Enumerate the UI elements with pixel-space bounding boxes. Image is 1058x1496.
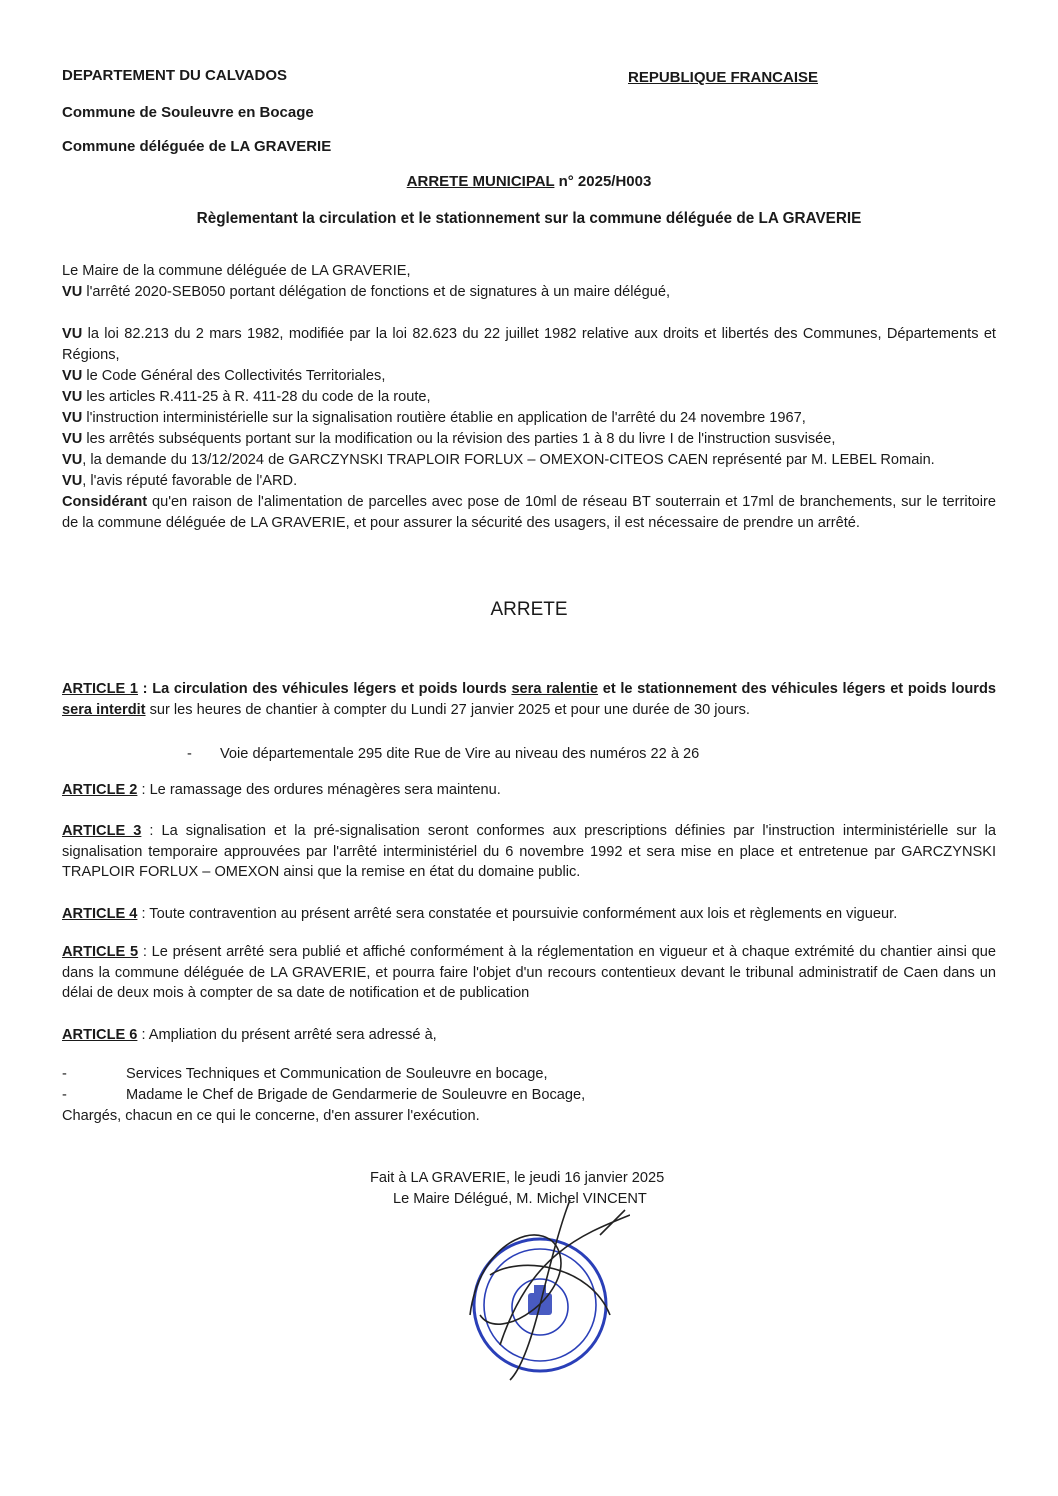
vu-label: VU — [62, 326, 83, 342]
preamble-vu-8 — [62, 471, 996, 492]
republique-heading: REPUBLIQUE FRANCAISE — [628, 69, 819, 86]
article-1-text: sur les heures de chantier à compter du Lundi 27 janvier 2025 et pour une durée de 30 jours. — [145, 701, 750, 718]
vu-text: , l'avis réputé favorable de l'ARD. — [82, 473, 298, 489]
article-label: ARTICLE 1 — [62, 681, 139, 697]
vu-text: la loi 82.213 du 2 mars 1982, modifiée par la loi 82.623 du 22 juillet 1982 relative aux droits et libertés des Communes, Départements et Régions, — [62, 326, 996, 363]
preamble-vu-4 — [62, 387, 996, 408]
article-label: ARTICLE 6 — [62, 1027, 138, 1043]
arrete-label: ARRETE MUNICIPAL — [406, 173, 555, 190]
preamble-vu-7 — [62, 450, 996, 471]
preamble-vu-5 — [62, 408, 996, 429]
article-label: ARTICLE 2 — [62, 782, 138, 798]
vu-label: VU — [62, 452, 83, 468]
arrete-title — [0, 172, 1058, 193]
article-1-emphasis-1: sera ralentie — [511, 681, 599, 697]
list-dash: - — [62, 1066, 67, 1082]
preamble-considerant — [62, 492, 996, 533]
article-label: ARTICLE 4 — [62, 906, 138, 922]
preamble-vu-1 — [62, 282, 996, 303]
article-1-bold-2: et le stationnement des véhicules légers et poids lourds — [598, 681, 996, 697]
vu-text: le Code Général des Collectivités Territoriales, — [82, 368, 386, 384]
vu-text: les arrêtés subséquents portant sur la modification ou la révision des parties 1 à 8 du livre I de l'instruction susvisée, — [82, 431, 836, 447]
article-3 — [62, 821, 996, 883]
vu-label: VU — [62, 368, 83, 384]
article-1 — [62, 679, 996, 720]
article-label: ARTICLE 5 — [62, 944, 139, 960]
list-dash: - — [62, 1087, 67, 1103]
article-2 — [62, 780, 996, 801]
article-1-emphasis-2: sera interdit — [62, 701, 146, 718]
vu-label: VU — [62, 284, 83, 300]
arrete-subtitle: Règlementant la circulation et le stationnement sur la commune déléguée de LA GRAVERIE — [196, 210, 862, 227]
considerant-label: Considérant — [62, 494, 148, 510]
signature-maire: Le Maire Délégué, M. Michel VINCENT — [393, 1191, 647, 1207]
article-5 — [62, 942, 996, 1004]
vu-text: l'instruction interministérielle sur la signalisation routière établie en application de l'arrêté du 24 novembre 1967, — [82, 410, 806, 426]
article-text: : Ampliation du présent arrêté sera adressé à, — [137, 1027, 437, 1043]
vu-label: VU — [62, 410, 83, 426]
ampliation-item-1: Services Techniques et Communication de Souleuvre en bocage, — [126, 1066, 548, 1082]
arrete-number: n° 2025/H003 — [554, 173, 652, 190]
article-6 — [62, 1025, 996, 1046]
vu-text: , la demande du 13/12/2024 de GARCZYNSKI TRAPLOIR FORLUX – OMEXON-CITEOS CAEN représenté par M. LEBEL Romain. — [82, 452, 935, 468]
considerant-text: qu'en raison de l'alimentation de parcelles avec pose de 10ml de réseau BT souterrain et 17ml de branchements, sur le territoire de la commune déléguée de LA GRAVERIE, et pour assurer la sécurité des usagers, il est nécessaire de prendre un arrêté. — [62, 494, 996, 531]
article-text: : Le ramassage des ordures ménagères sera maintenu. — [137, 782, 501, 798]
preamble-vu-2 — [62, 324, 996, 365]
commune-heading: Commune de Souleuvre en Bocage — [62, 104, 314, 121]
article-text: : La signalisation et la pré-signalisation seront conformes aux prescriptions définies par l'instruction interministérielle sur la signalisation temporaire approuvées par l'arrêté interministériel du 6 novembre 1992 et sera mise en place et entretenue par GARCZYNSKI TRAPLOIR FORLUX – OMEXON ainsi que la remise en état du domaine public. — [62, 823, 996, 880]
arrete-heading: ARRETE — [490, 599, 568, 620]
bullet-dash: - — [187, 746, 192, 762]
vu-text: l'arrêté 2020-SEB050 portant délégation de fonctions et de signatures à un maire délégué, — [82, 284, 671, 300]
article-1-bullet: Voie départementale 295 dite Rue de Vire au niveau des numéros 22 à 26 — [220, 746, 700, 762]
ampliation-closing: Chargés, chacun en ce qui le concerne, d'en assurer l'exécution. — [62, 1108, 480, 1124]
article-sep: : — [138, 681, 153, 697]
article-text: : Le présent arrêté sera publié et affiché conformément à la réglementation en vigueur et à chaque extrémité du chantier ainsi que dans la commune déléguée de LA GRAVERIE, et pourra faire l'objet d'un recours contentieux devant le tribunal administratif de Caen dans un délai de deux mois à compter de sa date de notification et de publication — [62, 944, 997, 1001]
vu-label: VU — [62, 389, 83, 405]
article-4 — [62, 904, 996, 925]
signature-place-date: Fait à LA GRAVERIE, le jeudi 16 janvier 2025 — [370, 1170, 665, 1186]
vu-label: VU — [62, 431, 83, 447]
vu-label: VU — [62, 473, 83, 489]
preamble-vu-6 — [62, 429, 996, 450]
article-1-bold-1: La circulation des véhicules légers et poids lourds — [152, 681, 512, 697]
departement-heading: DEPARTEMENT DU CALVADOS — [62, 67, 287, 84]
vu-text: les articles R.411-25 à R. 411-28 du code de la route, — [82, 389, 431, 405]
preamble-vu-3 — [62, 366, 996, 387]
official-stamp-seal — [440, 1195, 630, 1385]
ampliation-item-2: Madame le Chef de Brigade de Gendarmerie de Souleuvre en Bocage, — [126, 1087, 586, 1103]
article-label: ARTICLE 3 — [62, 823, 142, 839]
article-text: : Toute contravention au présent arrêté sera constatée et poursuivie conformément aux lois et règlements en vigueur. — [137, 906, 898, 922]
commune-deleguee-heading: Commune déléguée de LA GRAVERIE — [62, 138, 332, 155]
preamble-maire: Le Maire de la commune déléguée de LA GRAVERIE, — [62, 263, 411, 279]
